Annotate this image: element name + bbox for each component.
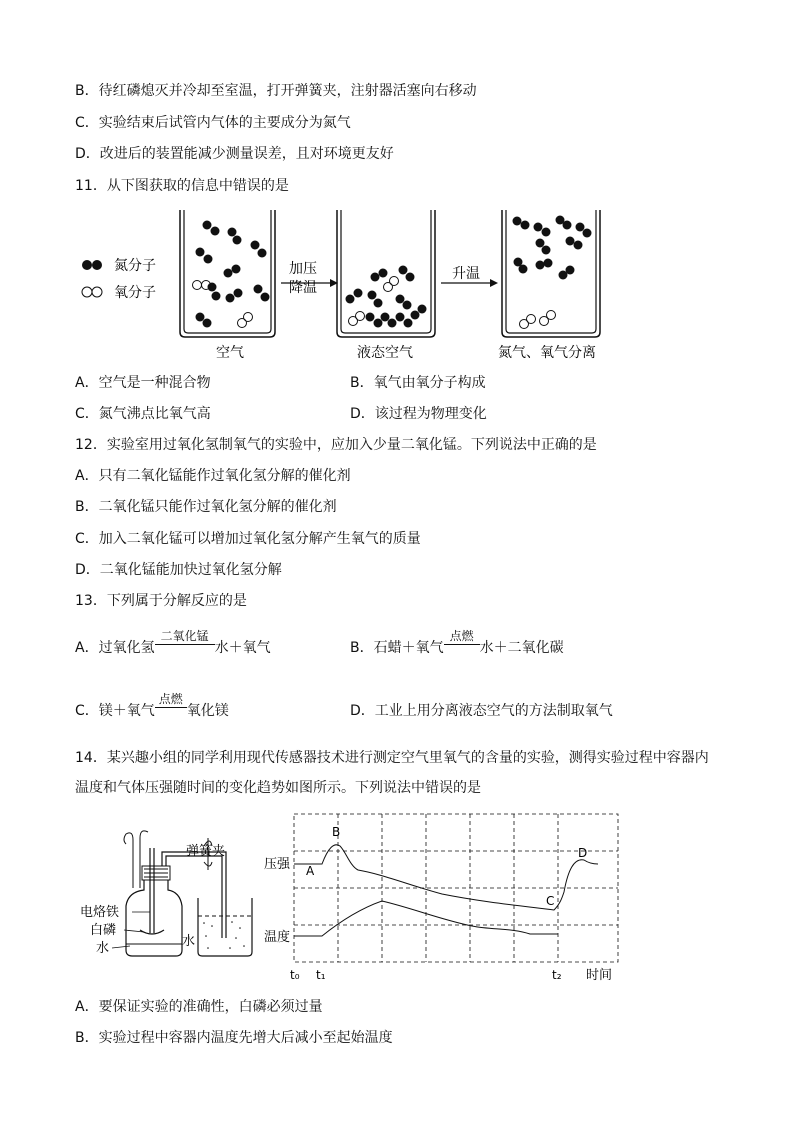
q13-c-condition: 点燃 [158,692,183,706]
q14-option-b: B．实验过程中容器内温度先增大后减小至起始温度 [75,1030,393,1046]
arrow1-label-line2: 降温 [289,280,317,296]
q14-stem-line1: 14．某兴趣小组的同学利用现代传感器技术进行测定空气里氧气的含量的实验，测得实验过程中容器内 [75,750,709,766]
q13-stem: 13．下列属于分解反应的是 [75,593,247,609]
apparatus-figure [78,818,268,968]
legend-n2 [82,258,156,274]
reaction-arrow [444,629,480,658]
point-a-label: A [306,864,315,878]
q12-option-a: A．只有二氧化锰能作过氧化氢分解的催化剂 [75,468,351,484]
q11-figure [70,205,630,365]
arrow2-label: 升温 [452,266,480,282]
caption-separated: 氮气、氧气分离 [498,345,596,361]
legend-n2-label: 氮分子 [114,258,156,274]
label-phosphorus: 白磷 [90,923,117,938]
beaker-liquid-air [337,210,435,337]
x-tick-t2: t₂ [552,968,562,982]
q13-b-left: B．石蜡＋氧气 [350,640,444,656]
label-iron: 电烙铁 [80,905,120,920]
arrow1-label-line1: 加压 [289,261,317,277]
pressure-temperature-graph [262,808,627,986]
q11-option-c: C．氮气沸点比氧气高 [75,406,211,422]
caption-air: 空气 [216,345,244,361]
q10-option-b: B．待红磷熄灭并冷却至室温，打开弹簧夹，注射器活塞向右移动 [75,83,477,99]
point-c-label: C [546,894,555,908]
q12-option-d: D．二氧化锰能加快过氧化氢分解 [75,562,282,578]
q11-stem: 11．从下图获取的信息中错误的是 [75,178,289,194]
q14-stem-line2: 温度和气体压强随时间的变化趋势如图所示。下列说法中错误的是 [75,780,481,796]
x-tick-t1: t₁ [316,968,326,982]
point-b-label: B [332,825,341,839]
q14-option-a: A．要保证实验的准确性，白磷必须过量 [75,999,323,1015]
q13-c-left: C．镁＋氧气 [75,703,155,719]
y-label-temperature: 温度 [264,930,291,945]
reaction-arrow [155,629,215,658]
beaker-air [180,210,275,337]
q13-a-left: A．过氧化氢 [75,640,155,656]
label-water-left: 水 [96,941,110,956]
q12-option-c: C．加入二氧化锰可以增加过氧化氢分解产生氧气的质量 [75,531,421,547]
legend-o2 [82,285,156,301]
q11-option-d: D．该过程为物理变化 [350,406,487,422]
q12-stem: 12．实验室用过氧化氢制氧气的实验中，应加入少量二氧化锰。下列说法中正确的是 [75,437,597,453]
point-d-label: D [578,846,588,860]
x-tick-t0: t₀ [290,968,300,982]
q10-option-c: C．实验结束后试管内气体的主要成分为氮气 [75,115,351,131]
beaker-separated [502,210,600,337]
q12-option-b: B．二氧化锰只能作过氧化氢分解的催化剂 [75,499,337,515]
caption-liquid-air: 液态空气 [357,345,413,361]
q13-c-right: 氧化镁 [186,703,229,719]
q13-b-condition: 点燃 [449,629,474,643]
q11-option-b: B．氧气由氧分子构成 [350,375,486,391]
q13-b-right: 水＋二氧化碳 [479,640,564,656]
x-axis-label: 时间 [586,968,613,983]
label-clip: 弹簧夹 [186,844,226,859]
q13-option-c [75,692,229,721]
q13-option-a [75,629,271,658]
reaction-arrow [155,692,187,721]
q13-option-b [350,629,564,658]
q10-option-d: D．改进后的装置能减少测量误差，且对环境更友好 [75,146,394,162]
q13-a-right: 水＋氧气 [214,640,271,656]
q13-a-condition: 二氧化锰 [160,629,209,643]
label-water-right: 水 [182,934,196,949]
q13-option-d: D．工业上用分离液态空气的方法制取氧气 [350,703,613,719]
q11-option-a: A．空气是一种混合物 [75,375,211,391]
legend-o2-label: 氧分子 [114,285,156,301]
y-label-pressure: 压强 [264,857,291,872]
